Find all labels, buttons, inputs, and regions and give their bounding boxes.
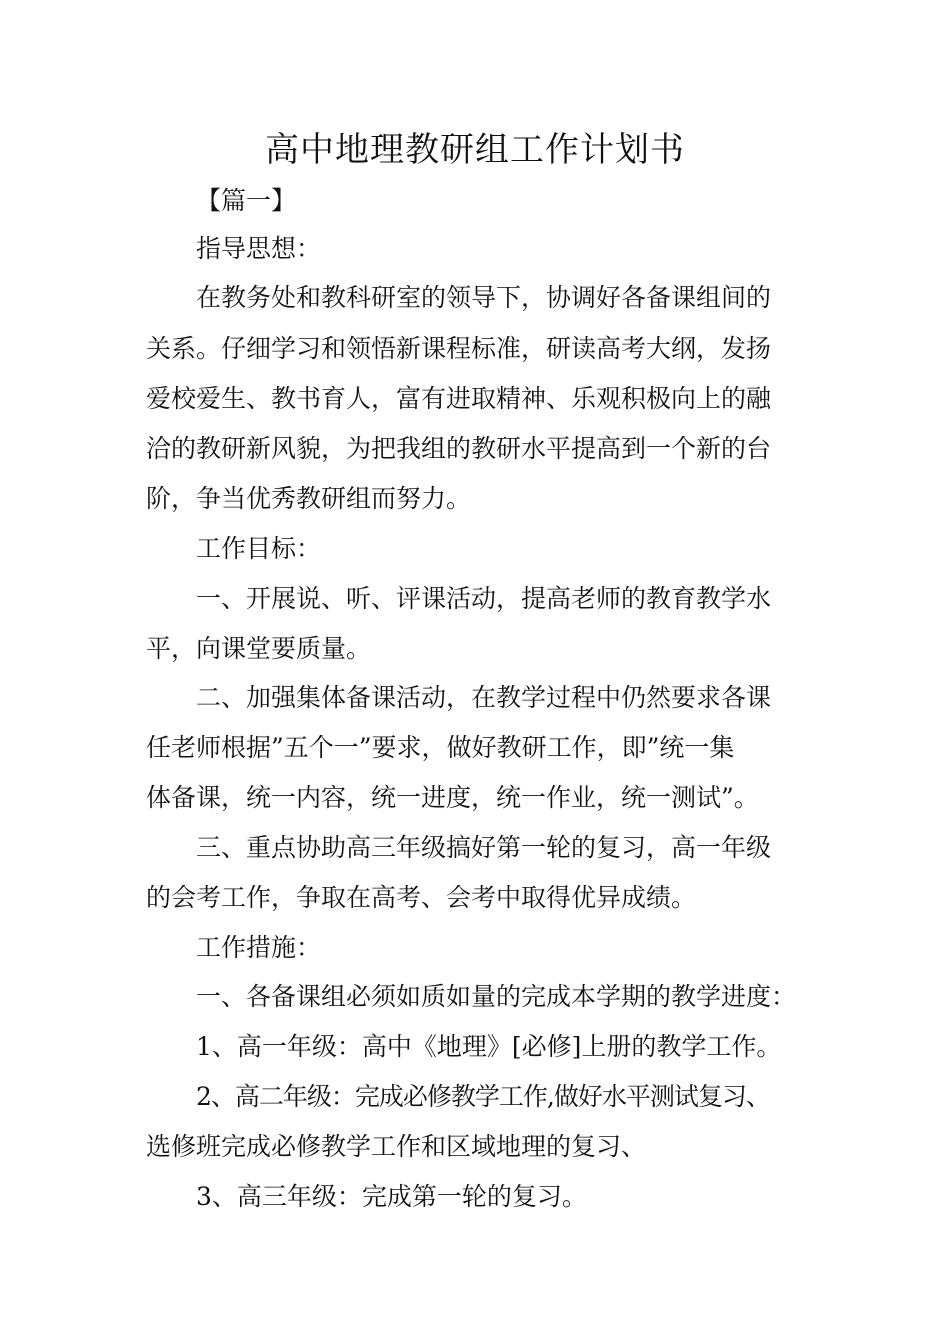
paragraph-line: 1、高一年级：高中《地理》[必修]上册的教学工作。 — [196, 1032, 782, 1061]
paragraph-line: 工作措施： — [196, 933, 322, 962]
paragraph-line: 3、高三年级：完成第一轮的复习。 — [196, 1182, 587, 1211]
paragraph-line: 2、高二年级：完成必修教学工作,做好水平测试复习、 — [196, 1082, 770, 1111]
paragraph-line: 爱校爱生、教书育人，富有进取精神、乐观积极向上的融 — [146, 384, 772, 413]
paragraph-line: 的会考工作，争取在高考、会考中取得优异成绩。 — [146, 883, 697, 912]
paragraph-line: 工作目标： — [196, 534, 322, 563]
paragraph-line: 二、加强集体备课活动，在教学过程中仍然要求各课 — [196, 683, 772, 712]
paragraph-line: 平，向课堂要质量。 — [146, 634, 372, 663]
paragraph-line: 选修班完成必修教学工作和区域地理的复习、 — [146, 1132, 647, 1161]
paragraph-line: 一、开展说、听、评课活动，提高老师的教育教学水 — [196, 584, 772, 613]
paragraph-line: 洽的教研新风貌，为把我组的教研水平提高到一个新的台 — [146, 434, 772, 463]
paragraph-line: 任老师根据”五个一”要求，做好教研工作，即”统一集 — [146, 733, 735, 762]
document-title: 高中地理教研组工作计划书 — [265, 130, 685, 170]
paragraph-line: 体备课，统一内容，统一进度，统一作业，统一测试”。 — [146, 783, 759, 812]
paragraph-line: 阶，争当优秀教研组而努力。 — [146, 484, 472, 513]
paragraph-line: 关系。仔细学习和领悟新课程标准，研读高考大纲，发扬 — [146, 334, 772, 363]
paragraph-line: 指导思想： — [196, 234, 322, 263]
paragraph-line: 三、重点协助高三年级搞好第一轮的复习，高一年级 — [196, 833, 772, 862]
paragraph-line: 在教务处和教科研室的领导下，协调好各备课组间的 — [196, 283, 772, 312]
section-label: 【篇一】 — [196, 186, 297, 215]
paragraph-line: 一、各备课组必须如质如量的完成本学期的教学进度： — [196, 982, 797, 1011]
